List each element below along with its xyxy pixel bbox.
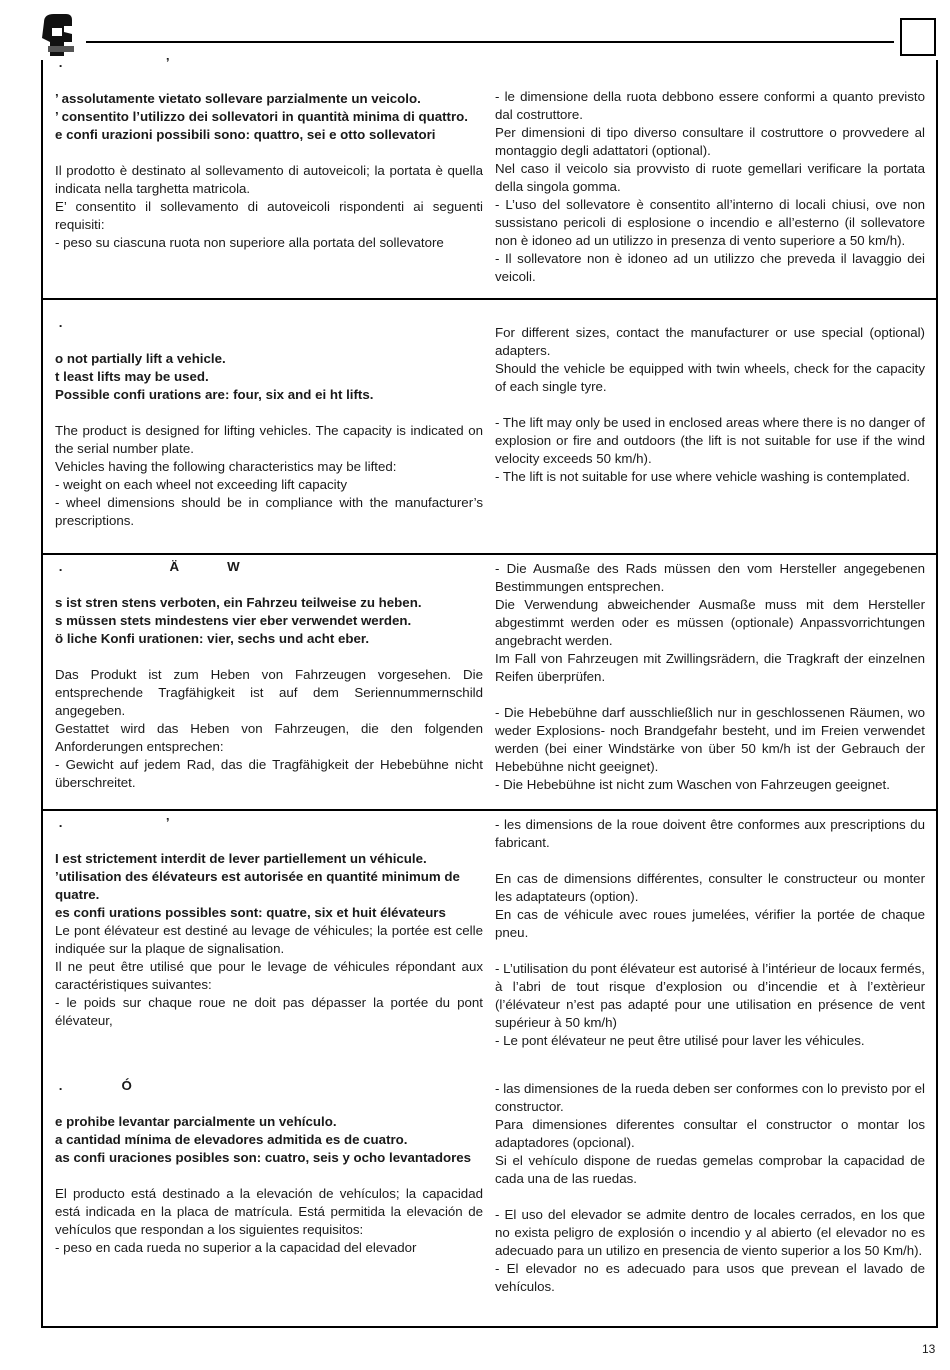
section-heading: . ’ <box>55 815 170 830</box>
paragraph: Il ne peut être utilisé que pour le levage de véhicules répondant aux caractéristiques suivantes: <box>55 959 483 992</box>
section-right-column <box>495 1080 925 1296</box>
paragraph: Im Fall von Fahrzeugen mit Zwillingsrädern, die Tragkraft der einzelnen Reifen überprüfen. <box>495 651 925 684</box>
section-left-column <box>55 54 483 252</box>
warning-line: ’ assolutamente vietato sollevare parzialmente un veicolo. <box>55 91 421 106</box>
section-divider <box>41 809 938 811</box>
brand-logo-icon <box>38 12 78 58</box>
section-left-column <box>55 314 483 530</box>
paragraph: - peso en cada rueda no superior a la capacidad del elevador <box>55 1240 417 1255</box>
paragraph: - Le pont élévateur ne peut être utilisé pour laver les véhicules. <box>495 1033 865 1048</box>
section-heading: . <box>55 315 63 330</box>
paragraph: Die Verwendung abweichender Ausmaße muss mit dem Hersteller abgestimmt werden oder es müssen (optionale) Anpassvorrichtungen angebracht werden. <box>495 597 925 648</box>
paragraph: - weight on each wheel not exceeding lift capacity <box>55 477 347 492</box>
section-right-column <box>495 88 925 286</box>
section-left-column <box>55 814 483 1030</box>
paragraph: - Gewicht auf jedem Rad, das die Tragfähigkeit der Hebebühne nicht überschreitet. <box>55 757 483 790</box>
paragraph: - wheel dimensions should be in compliance with the manufacturer’s prescriptions. <box>55 495 483 528</box>
paragraph: E’ consentito il sollevamento di autoveicoli rispondenti ai seguenti requisiti: <box>55 199 483 232</box>
paragraph: - L’utilisation du pont élévateur est autorisé à l’intérieur de locaux fermés, à l’abri de tout risque d’explosion ou d’incendie et à l’extèrieur (l’élévateur n’est pas adapté pour une utilisation en présence de vent supérieur à 50 km/h) <box>495 961 925 1030</box>
paragraph: The product is designed for lifting vehicles. The capacity is indicated on the serial number plate. <box>55 423 483 456</box>
paragraph: Das Produkt ist zum Heben von Fahrzeugen vorgesehen. Die entsprechende Tragfähigkeit ist auf dem Seriennummernschild angegeben. <box>55 667 483 718</box>
warning-line: s müssen stets mindestens vier eber verwendet werden. <box>55 613 412 628</box>
paragraph: - las dimensiones de la rueda deben ser conformes con lo previsto por el constructor. <box>495 1081 925 1114</box>
paragraph: Nel caso il veicolo sia provvisto di ruote gemellari verificare la portata della singola gomma. <box>495 161 925 194</box>
warning-line: ö liche Konfi urationen: vier, sechs und acht eber. <box>55 631 370 646</box>
paragraph: Gestattet wird das Heben von Fahrzeugen, die den folgenden Anforderungen entsprechen: <box>55 721 483 754</box>
header-rule <box>86 41 894 43</box>
warning-line: e confi urazioni possibili sono: quattro, sei e otto sollevatori <box>55 127 436 142</box>
paragraph: Il prodotto è destinato al sollevamento di autoveicoli; la portata è quella indicata nella targhetta matricola. <box>55 163 483 196</box>
warning-line: e prohibe levantar parcialmente un vehículo. <box>55 1114 337 1129</box>
warning-line: a cantidad mínima de elevadores admitida es de cuatro. <box>55 1132 408 1147</box>
paragraph: - Il sollevatore non è idoneo ad un utilizzo che preveda il lavaggio dei veicoli. <box>495 251 925 284</box>
warning-line: ’ consentito l’utilizzo dei sollevatori in quantità minima di quattro. <box>55 109 468 124</box>
section-heading: . Ó <box>55 1078 132 1093</box>
paragraph: Per dimensioni di tipo diverso consultare il costruttore o provvedere al montaggio degli adattatori (optional). <box>495 125 925 158</box>
paragraph: Si el vehículo dispone de ruedas gemelas comprobar la capacidad de cada una de las ruedas. <box>495 1153 925 1186</box>
paragraph: El producto está destinado a la elevación de vehículos; la capacidad está indicada en la placa de matrícula. Está permitida la elevación de vehículos que respondan a los siguientes requisitos: <box>55 1186 483 1237</box>
paragraph: - The lift may only be used in enclosed areas where there is no danger of explosion or fire and outdoors (the lift is not suitable for use if the wind velocity exceeds 50 km/h). <box>495 415 925 466</box>
page-number: 13 <box>922 1342 936 1356</box>
warning-line: I est strictement interdit de lever partiellement un véhicule. <box>55 851 427 866</box>
paragraph: - le dimensione della ruota debbono essere conformi a quanto previsto dal costruttore. <box>495 89 925 122</box>
section-heading: . Ä W <box>55 559 240 574</box>
paragraph: Vehicles having the following characteristics may be lifted: <box>55 459 397 474</box>
section-divider <box>41 553 938 555</box>
section-right-column <box>495 560 925 794</box>
warning-line: ’utilisation des élévateurs est autorisée en quantité minimum de quatre. <box>55 869 460 902</box>
paragraph: - les dimensions de la roue doivent être conformes aux prescriptions du fabricant. <box>495 817 925 850</box>
paragraph: - Die Hebebühne ist nicht zum Waschen von Fahrzeugen geeignet. <box>495 777 890 792</box>
paragraph: For different sizes, contact the manufacturer or use special (optional) adapters. <box>495 325 925 358</box>
paragraph: - El uso del elevador se admite dentro de locales cerrados, en los que no exista peligro de explosión o incendio y al abierto (el elevador no es adecuado para un utilizo en presencia de viento superior a los 50 Km/h). <box>495 1207 925 1258</box>
warning-line: as confi uraciones posibles son: cuatro, seis y ocho levantadores <box>55 1150 472 1165</box>
corner-box <box>900 18 936 56</box>
paragraph: - le poids sur chaque roue ne doit pas dépasser la portée du pont élévateur, <box>55 995 483 1028</box>
paragraph: - The lift is not suitable for use where vehicle washing is contemplated. <box>495 469 911 484</box>
warning-line: s ist stren stens verboten, ein Fahrzeu teilweise zu heben. <box>55 595 422 610</box>
paragraph: - Die Ausmaße des Rads müssen den vom Hersteller angegebenen Bestimmungen entsprechen. <box>495 561 925 594</box>
paragraph: - El elevador no es adecuado para usos que prevean el lavado de vehículos. <box>495 1261 925 1294</box>
paragraph: Le pont élévateur est destiné au levage de véhicules; la portée est celle indiquée sur la plaque de signalisation. <box>55 923 483 956</box>
paragraph: Should the vehicle be equipped with twin wheels, check for the capacity of each single tyre. <box>495 361 925 394</box>
section-left-column <box>55 558 483 792</box>
warning-line: es confi urations possibles sont: quatre, six et huit élévateurs <box>55 905 446 920</box>
paragraph: Para dimensiones diferentes consultar el constructor o montar los adaptadores (opcional). <box>495 1117 925 1150</box>
section-right-column <box>495 816 925 1050</box>
warning-line: t least lifts may be used. <box>55 369 209 384</box>
paragraph: En cas de véhicule avec roues jumelées, vérifier la portée de chaque pneu. <box>495 907 925 940</box>
section-heading: . ’ <box>55 55 170 70</box>
paragraph: - Die Hebebühne darf ausschließlich nur in geschlossenen Räumen, wo weder Explosions- noch Brandgefahr besteht, und im Freien verwendet werden (bei einer Windstärke von über 50 km/h ist der Gebrauch der Hebebühne nicht geeignet). <box>495 705 925 774</box>
paragraph: - peso su ciascuna ruota non superiore alla portata del sollevatore <box>55 235 444 250</box>
warning-line: o not partially lift a vehicle. <box>55 351 226 366</box>
paragraph: En cas de dimensions différentes, consulter le constructeur ou monter les adaptateurs (option). <box>495 871 925 904</box>
section-divider <box>41 298 938 300</box>
section-left-column <box>55 1077 483 1257</box>
warning-line: Possible confi urations are: four, six and ei ht lifts. <box>55 387 374 402</box>
paragraph: - L’uso del sollevatore è consentito all’interno di locali chiusi, ove non sussistano pericoli di esplosione o incendio e all’esterno (il sollevatore non è idoneo ad un utilizzo in presenza di vento superiore a 50 km/h). <box>495 197 925 248</box>
section-right-column <box>495 324 925 486</box>
